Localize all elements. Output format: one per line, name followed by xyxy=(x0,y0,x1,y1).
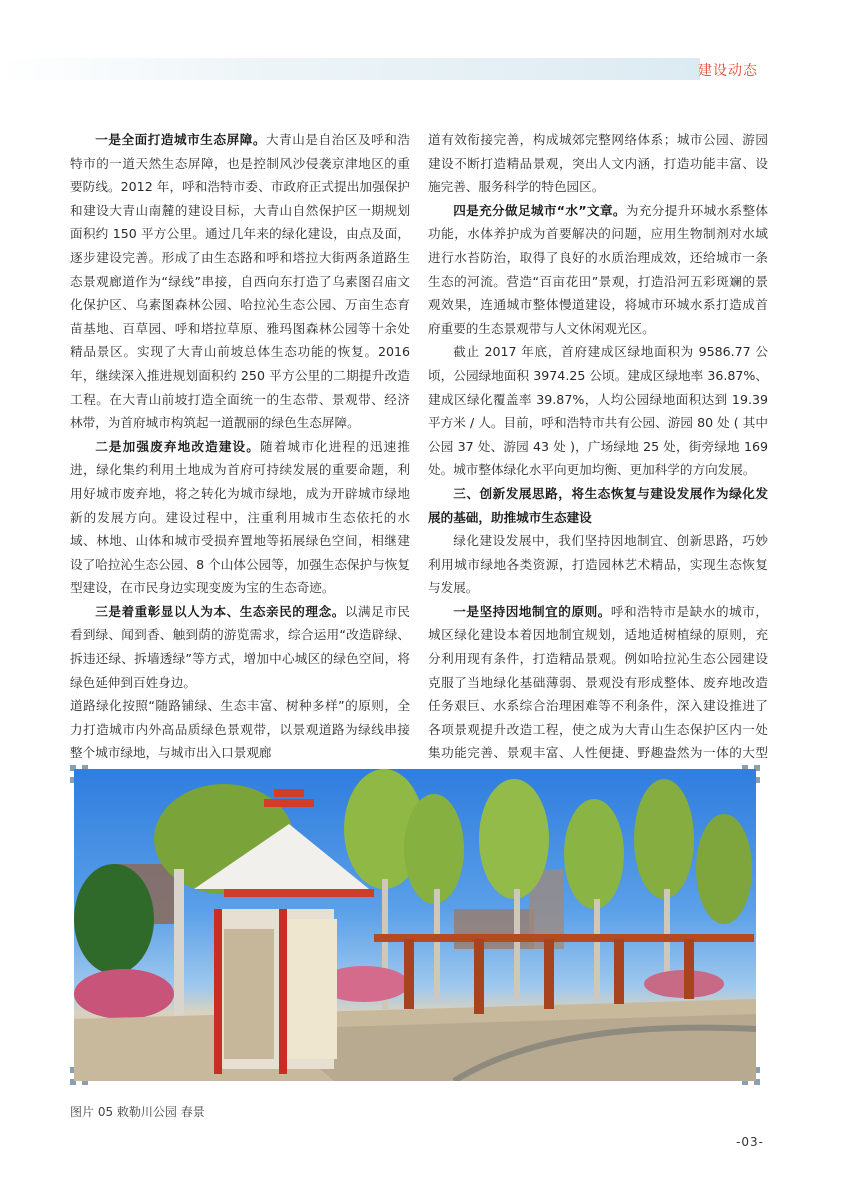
paragraph xyxy=(70,128,410,435)
photo-image xyxy=(74,769,756,1081)
paragraph xyxy=(428,128,768,199)
paragraph-lead: 三是着重彰显以人为本、生态亲民的理念。 xyxy=(95,603,345,619)
section-heading-text: 三、创新发展思路，将生态恢复与建设发展作为绿化发展的基础，助推城市生态建设 xyxy=(428,485,768,525)
paragraph-lead: 一是全面打造城市生态屏障。 xyxy=(95,132,267,147)
paragraph xyxy=(428,199,768,341)
park-photo xyxy=(70,765,760,1085)
right-column xyxy=(428,128,768,789)
paragraph-text: 随着城市化进程的迅速推进，绿化集约利用土地成为首府可持续发展的重要命题，利用好城市废弃地，将之转化为城市绿地，成为开辟城市绿地新的发展方向。建设过程中，注重利用城市生态依托的水域、林地、山体和城市受损弃置地等拓展绿色空间，相继建设了哈拉沁生态公园、8 个山体公园等，加强生态保护与恢复型建设，在市民身边实现变废为宝的生态奇迹。 xyxy=(70,438,411,596)
paragraph-text: 为充分提升环城水系整体功能，水体养护成为首要解决的问题，应用生物制剂对水域进行水苔防治，取得了良好的水质治理成效，还给城市一条生态的河流。营造“百亩花田”景观，打造沿河五彩斑斓的景观效果，连通城市整体慢道建设，将城市环城水系打造成首府重要的生态景观带与人文休闲观光区。 xyxy=(428,202,769,336)
paragraph xyxy=(70,600,410,694)
paragraph xyxy=(428,340,768,482)
paragraph-lead: 一是坚持因地制宜的原则。 xyxy=(453,603,611,619)
paragraph-text: 以满足市民看到绿、闻到香、触到荫的游览需求，综合运用“改造辟绿、拆违还绿、拆墙透绿”等方式，增加中心城区的绿色空间，将绿色延伸到百姓身边。 xyxy=(70,603,411,690)
park-scene-illustration xyxy=(74,769,756,1081)
paragraph-text: 截止 2017 年底，首府建成区绿地面积为 9586.77 公顷，公园绿地面积 3974.25 公顷。建成区绿地率 36.87%、建成区绿化覆盖率 39.87%，人均公园绿地面积达到 19.39 平方米 / 人。目前，呼和浩特市共有公园、游园 80 处 ( 其中公园 37 处、游园 43 处 )，广场绿地 25 处，街旁绿地 169 处。城市整体绿化水平向更加均衡、更加科学的方向发展。 xyxy=(428,344,768,478)
photo-caption: 图片 05 敕勒川公园 春景 xyxy=(70,1105,205,1119)
paragraph-text: 道有效衔接完善，构成城郊完整网络体系；城市公园、游园建设不断打造精品景观，突出人文内涵，打造功能丰富、设施完善、服务科学的特色园区。 xyxy=(428,132,768,195)
section-label: 建设动态 xyxy=(698,63,758,79)
left-column xyxy=(70,128,410,765)
paragraph xyxy=(70,694,410,765)
paragraph-text: 呼和浩特市是缺水的城市，城区绿化建设本着因地制宜规划，适地适树植绿的原则，充分利用现有条件，打造精品景观。例如哈拉沁生态公园建设克服了当地绿化基础薄弱、景观没有形成整体、废弃地改造任务艰巨、水系综合治理困难等不利条件，深入建设推进了各项景观提升改造工程，使之成为大青山生态保护区内一处集功能完善、景观丰富、人性便捷、野趣盎然为一体的大型 xyxy=(428,603,769,761)
paragraph xyxy=(428,529,768,600)
section-heading xyxy=(428,482,768,529)
paragraph xyxy=(428,600,768,789)
paragraph-lead: 四是充分做足城市“水”文章。 xyxy=(453,202,626,218)
paragraph xyxy=(70,435,410,600)
page-number: -03- xyxy=(736,1135,764,1149)
paragraph-lead: 二是加强废弃地改造建设。 xyxy=(95,438,261,454)
paragraph-text: 大青山是自治区及呼和浩特市的一道天然生态屏障，也是控制风沙侵袭京津地区的重要防线。2012 年，呼和浩特市委、市政府正式提出加强保护和建设大青山南麓的建设目标，大青山自然保护区一期规划面积约 150 平方公里。通过几年来的绿化建设，由点及面，逐步建设完善。形成了由生态路和呼和塔拉大街两条道路生态景观廊道作为“绿线”串接，自西向东打造了乌素图召庙文化保护区、乌素图森林公园、哈拉沁生态公园、万亩生态育苗基地、百草园、呼和塔拉草原、雅玛图森林公园等十余处精品景区。实现了大青山前坡总体生态功能的恢复。2016 年，继续深入推进规划面积约 250 平方公里的二期提升改造工程。在大青山前坡打造全面统一的生态带、景观带、经济林带，为首府城市构筑起一道靓丽的绿色生态屏障。 xyxy=(70,132,411,431)
header-band xyxy=(0,58,700,80)
header-band-slant xyxy=(682,58,696,80)
paragraph-text: 道路绿化按照“随路铺绿、生态丰富、树种多样”的原则，全力打造城市内外高品质绿色景观带，以景观道路为绿线串接整个城市绿地，与城市出入口景观廊 xyxy=(70,698,410,761)
paragraph-text: 绿化建设发展中，我们坚持因地制宜、创新思路，巧妙利用城市绿地各类资源，打造园林艺术精品，实现生态恢复与发展。 xyxy=(428,533,768,596)
